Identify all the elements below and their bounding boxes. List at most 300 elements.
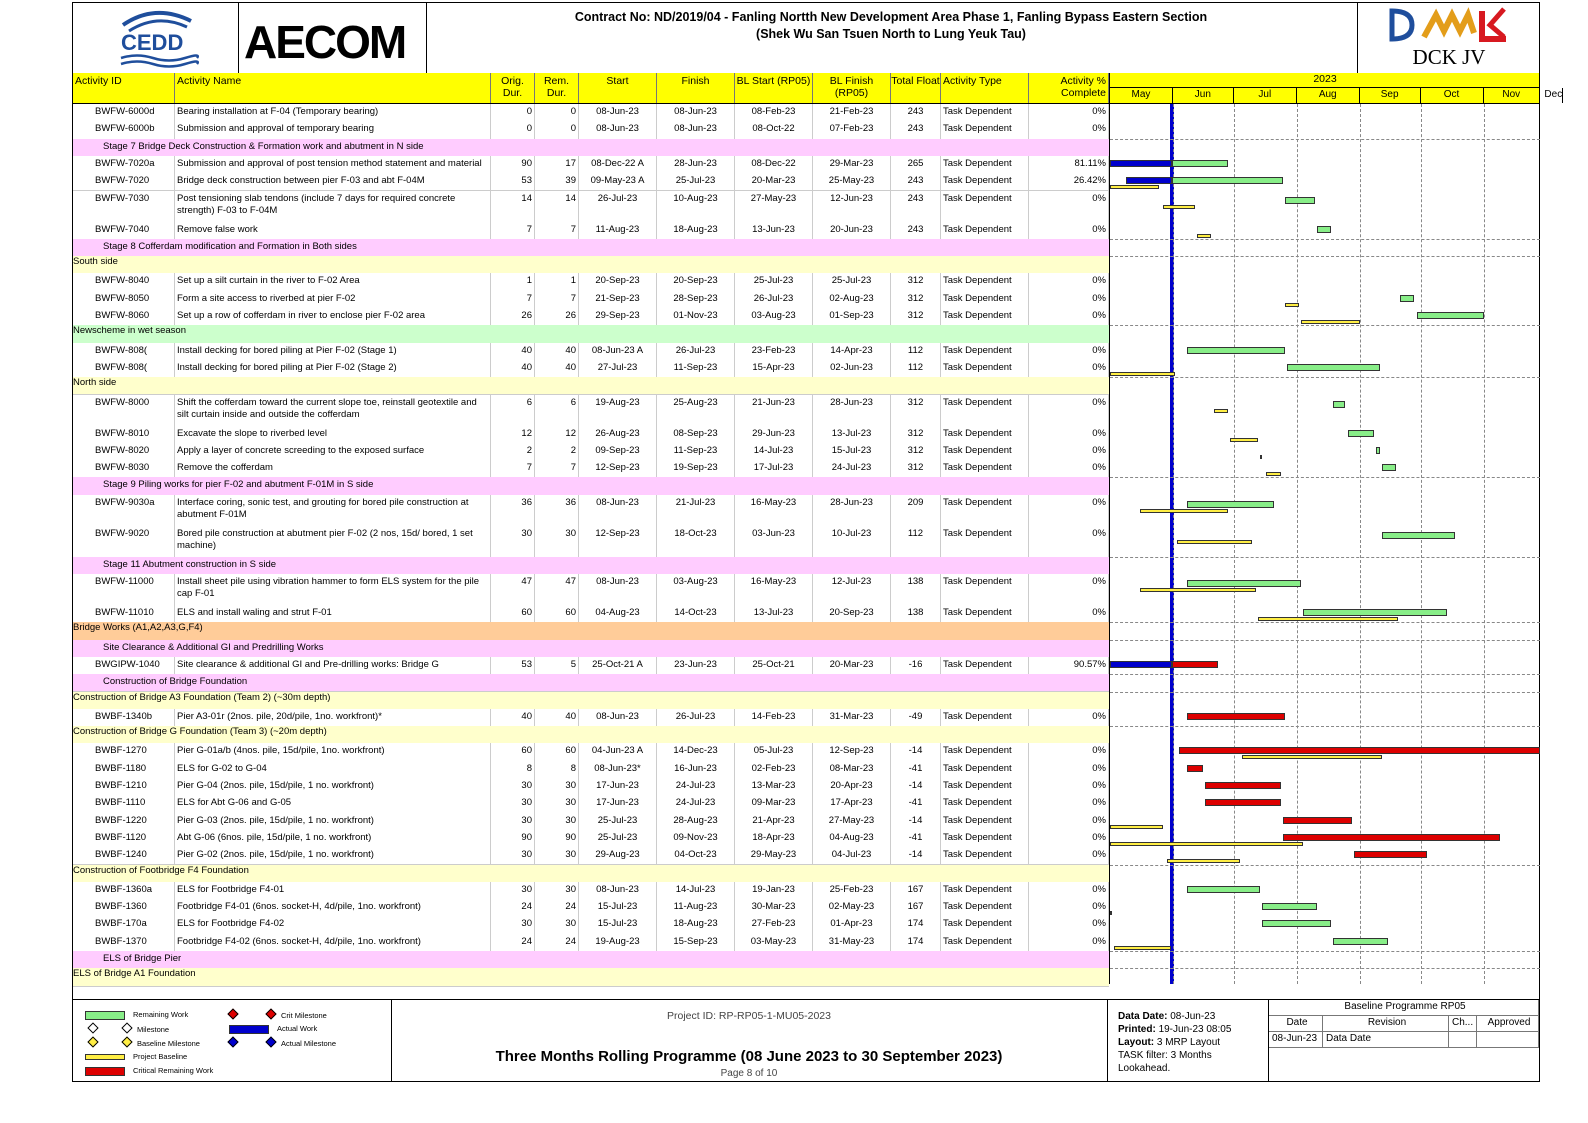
- rev-revision-value: Data Date: [1323, 1032, 1449, 1048]
- table-row[interactable]: [73, 574, 1109, 606]
- aecom-logo-text: AECOM: [244, 16, 406, 68]
- act-type-cell: Task Dependent: [941, 156, 1029, 173]
- remaining-work-bar[interactable]: [1187, 886, 1260, 893]
- act-type-cell: Task Dependent: [941, 709, 1029, 726]
- project-id: Project ID: RP-RP05-1-MU05-2023: [667, 1010, 831, 1022]
- act-type-cell: Task Dependent: [941, 426, 1029, 443]
- col-rem-dur[interactable]: Rem. Dur.: [535, 73, 579, 103]
- start-cell: 17-Jun-23: [579, 778, 657, 795]
- group-row[interactable]: [73, 865, 1109, 883]
- bl-finish-cell: 02-May-23: [813, 899, 891, 916]
- table-row[interactable]: [73, 813, 1109, 831]
- gantt-row-gridline: [1110, 692, 1540, 693]
- remaining-work-bar[interactable]: [1333, 401, 1345, 408]
- remaining-work-bar[interactable]: [1262, 903, 1317, 910]
- col-activity-id[interactable]: Activity ID: [73, 73, 175, 103]
- act-type-cell: Task Dependent: [941, 173, 1029, 190]
- remaining-work-bar[interactable]: [1172, 160, 1228, 167]
- rem-dur-cell: 60: [535, 743, 579, 760]
- orig-dur-cell: 0: [491, 121, 535, 138]
- remaining-work-bar[interactable]: [1285, 197, 1315, 204]
- bl-finish-cell: 25-May-23: [813, 173, 891, 190]
- table-row[interactable]: [73, 495, 1109, 527]
- table-row[interactable]: [73, 847, 1109, 865]
- critical-work-bar[interactable]: [1283, 834, 1500, 841]
- bl-start-cell: 27-May-23: [735, 191, 813, 222]
- bl-start-cell: 13-Jun-23: [735, 222, 813, 239]
- bl-finish-cell: 13-Jul-23: [813, 426, 891, 443]
- table-row[interactable]: [73, 426, 1109, 444]
- group-row[interactable]: [73, 477, 1109, 495]
- orig-dur-cell: 7: [491, 460, 535, 477]
- printed: Printed: 19-Jun-23 08:05: [1118, 1024, 1232, 1035]
- act-type-cell: Task Dependent: [941, 899, 1029, 916]
- rem-dur-cell: 7: [535, 222, 579, 239]
- col-pct-complete[interactable]: Activity % Complete: [1029, 73, 1109, 103]
- table-row[interactable]: [73, 360, 1109, 378]
- critical-work-bar[interactable]: [1205, 782, 1280, 789]
- rem-dur-cell: 36: [535, 495, 579, 526]
- col-orig-dur[interactable]: Orig. Dur.: [491, 73, 535, 103]
- col-activity-name[interactable]: Activity Name: [175, 73, 491, 103]
- bl-finish-cell: 28-Jun-23: [813, 495, 891, 526]
- table-row[interactable]: [73, 795, 1109, 813]
- act-type-cell: Task Dependent: [941, 795, 1029, 812]
- act-id-cell: BWBF-1180: [93, 761, 175, 778]
- bl-finish-cell: 20-Mar-23: [813, 657, 891, 674]
- baseline-bar: [1230, 438, 1258, 442]
- group-row[interactable]: [73, 640, 1109, 658]
- start-cell: 08-Dec-22 A: [579, 156, 657, 173]
- total-float-cell: -14: [891, 847, 941, 864]
- remaining-work-bar[interactable]: [1400, 295, 1414, 302]
- finish-cell: 11-Sep-23: [657, 360, 735, 377]
- table-row[interactable]: [73, 830, 1109, 848]
- bl-finish-cell: 12-Jul-23: [813, 574, 891, 605]
- start-cell: 29-Aug-23: [579, 847, 657, 864]
- rem-dur-cell: 5: [535, 657, 579, 674]
- baseline-bar: [1140, 588, 1256, 592]
- group-row[interactable]: [73, 674, 1109, 692]
- actual-work-bar[interactable]: [1110, 661, 1172, 668]
- table-row[interactable]: [73, 273, 1109, 291]
- bl-start-cell: 18-Apr-23: [735, 830, 813, 847]
- legend-remaining: Remaining Work: [85, 1010, 188, 1020]
- actual-work-bar[interactable]: [1110, 160, 1172, 167]
- start-cell: 21-Sep-23: [579, 291, 657, 308]
- group-label: Stage 11 Abutment construction in S side: [103, 558, 277, 570]
- group-label: ELS of Bridge A1 Foundation: [73, 968, 196, 980]
- act-name-cell: Abt G-06 (6nos. pile, 15d/pile, 1 no. workfront): [175, 830, 491, 847]
- remaining-work-bar[interactable]: [1287, 364, 1380, 371]
- gantt-row-gridline: [1110, 640, 1540, 641]
- col-start[interactable]: Start: [579, 73, 657, 103]
- start-cell: 08-Jun-23: [579, 882, 657, 899]
- table-row[interactable]: [73, 657, 1109, 675]
- pct-complete-cell: 0%: [1029, 443, 1109, 460]
- orig-dur-cell: 40: [491, 709, 535, 726]
- legend-critical: Critical Remaining Work: [85, 1066, 213, 1076]
- pct-complete-cell: 0%: [1029, 121, 1109, 138]
- orig-dur-cell: 7: [491, 222, 535, 239]
- bl-start-cell: 16-May-23: [735, 495, 813, 526]
- act-id-cell: BWBF-1240: [93, 847, 175, 864]
- finish-cell: 11-Sep-23: [657, 443, 735, 460]
- table-row[interactable]: [73, 291, 1109, 309]
- orig-dur-cell: 47: [491, 574, 535, 605]
- rem-dur-cell: 30: [535, 813, 579, 830]
- pct-complete-cell: 0%: [1029, 761, 1109, 778]
- table-row[interactable]: [73, 308, 1109, 326]
- bl-start-cell: 05-Jul-23: [735, 743, 813, 760]
- pct-complete-cell: 0%: [1029, 934, 1109, 951]
- pct-complete-cell: 0%: [1029, 291, 1109, 308]
- cedd-logo-text: CEDD: [121, 30, 184, 55]
- gantt-row-gridline: [1110, 557, 1540, 558]
- rem-dur-cell: 30: [535, 882, 579, 899]
- remaining-work-bar[interactable]: [1317, 226, 1331, 233]
- start-cell: 08-Jun-23: [579, 709, 657, 726]
- table-row[interactable]: [73, 222, 1109, 240]
- table-row[interactable]: [73, 460, 1109, 478]
- critical-work-bar[interactable]: [1354, 851, 1427, 858]
- act-type-cell: Task Dependent: [941, 916, 1029, 933]
- finish-cell: 08-Jun-23: [657, 104, 735, 121]
- orig-dur-cell: 40: [491, 360, 535, 377]
- table-row[interactable]: [73, 191, 1109, 223]
- baseline-bar: [1266, 472, 1280, 476]
- start-cell: 20-Sep-23: [579, 273, 657, 290]
- bl-start-cell: 19-Jan-23: [735, 882, 813, 899]
- bl-start-cell: 26-Jul-23: [735, 291, 813, 308]
- col-bl-finish[interactable]: BL Finish (RP05): [813, 73, 891, 103]
- act-name-cell: Site clearance & additional GI and Pre-drilling works: Bridge G: [175, 657, 491, 674]
- legend-milestone: Milestone: [85, 1024, 169, 1035]
- bl-finish-cell: 20-Sep-23: [813, 605, 891, 622]
- group-row[interactable]: [73, 968, 1109, 986]
- table-row[interactable]: [73, 916, 1109, 934]
- finish-cell: 10-Aug-23: [657, 191, 735, 222]
- month-gridline: [1484, 104, 1485, 984]
- month-label: Oct: [1421, 88, 1484, 103]
- start-cell: 08-Jun-23: [579, 574, 657, 605]
- act-type-cell: Task Dependent: [941, 308, 1029, 325]
- act-id-cell: BWFW-8040: [93, 273, 175, 290]
- orig-dur-cell: 30: [491, 526, 535, 557]
- gantt-chart: [1109, 104, 1540, 984]
- pct-complete-cell: 0%: [1029, 795, 1109, 812]
- pct-complete-cell: 0%: [1029, 830, 1109, 847]
- table-row[interactable]: [73, 343, 1109, 361]
- bl-finish-cell: 14-Apr-23: [813, 343, 891, 360]
- pct-complete-cell: 0%: [1029, 526, 1109, 557]
- bl-start-cell: 15-Apr-23: [735, 360, 813, 377]
- group-row[interactable]: [73, 325, 1109, 343]
- bl-finish-cell: 02-Aug-23: [813, 291, 891, 308]
- finish-cell: 18-Aug-23: [657, 222, 735, 239]
- table-row[interactable]: [73, 882, 1109, 900]
- total-float-cell: -16: [891, 657, 941, 674]
- pct-complete-cell: 0%: [1029, 426, 1109, 443]
- act-id-cell: BWFW-8060: [93, 308, 175, 325]
- group-row[interactable]: [73, 726, 1109, 744]
- remaining-work-bar[interactable]: [1348, 430, 1374, 437]
- act-name-cell: Pier G-04 (2nos. pile, 15d/pile, 1 no. workfront): [175, 778, 491, 795]
- start-cell: 25-Jul-23: [579, 830, 657, 847]
- remaining-work-bar[interactable]: [1333, 938, 1388, 945]
- pct-complete-cell: 0%: [1029, 395, 1109, 426]
- bl-start-cell: 13-Jul-23: [735, 605, 813, 622]
- bl-finish-cell: 24-Jul-23: [813, 460, 891, 477]
- baseline-bar: [1110, 825, 1163, 829]
- rem-dur-cell: 30: [535, 847, 579, 864]
- act-id-cell: BWBF-1210: [93, 778, 175, 795]
- critical-work-bar[interactable]: [1205, 799, 1280, 806]
- title-line-1: Contract No: ND/2019/04 - Fanling Nortth New Development Area Phase 1, Fanling Bypass Eastern Section: [574, 10, 1208, 24]
- start-cell: 08-Jun-23: [579, 495, 657, 526]
- finish-cell: 28-Sep-23: [657, 291, 735, 308]
- table-row[interactable]: [73, 743, 1109, 761]
- total-float-cell: 112: [891, 526, 941, 557]
- orig-dur-cell: 24: [491, 934, 535, 951]
- group-row[interactable]: [73, 377, 1109, 395]
- table-row[interactable]: [73, 121, 1109, 139]
- act-id-cell: BWFW-11010: [93, 605, 175, 622]
- page-number: Page 8 of 10: [720, 1068, 778, 1079]
- pct-complete-cell: 0%: [1029, 709, 1109, 726]
- act-type-cell: Task Dependent: [941, 657, 1029, 674]
- group-row[interactable]: [73, 256, 1109, 274]
- gantt-row-gridline: [1110, 951, 1540, 952]
- pct-complete-cell: 0%: [1029, 813, 1109, 830]
- gantt-row-gridline: [1110, 325, 1540, 326]
- group-row[interactable]: [73, 239, 1109, 257]
- total-float-cell: 312: [891, 460, 941, 477]
- group-row[interactable]: [73, 557, 1109, 575]
- act-type-cell: Task Dependent: [941, 443, 1029, 460]
- rem-dur-cell: 39: [535, 173, 579, 190]
- timescale-year: 2023: [1110, 73, 1540, 88]
- start-cell: 08-Jun-23: [579, 104, 657, 121]
- pct-complete-cell: 0%: [1029, 778, 1109, 795]
- start-cell: 09-May-23 A: [579, 173, 657, 190]
- baseline-bar: [1197, 234, 1211, 238]
- cedd-logo: [73, 3, 239, 73]
- start-cell: 15-Jul-23: [579, 899, 657, 916]
- gantt-row-gridline: [1110, 377, 1540, 378]
- total-float-cell: 138: [891, 605, 941, 622]
- critical-work-bar[interactable]: [1172, 661, 1218, 668]
- remaining-work-bar[interactable]: [1417, 312, 1484, 319]
- group-row[interactable]: [73, 622, 1109, 640]
- orig-dur-cell: 30: [491, 795, 535, 812]
- act-type-cell: Task Dependent: [941, 934, 1029, 951]
- total-float-cell: 243: [891, 191, 941, 222]
- rem-dur-cell: 0: [535, 104, 579, 121]
- total-float-cell: -14: [891, 778, 941, 795]
- col-bl-start[interactable]: BL Start (RP05): [735, 73, 813, 103]
- table-row[interactable]: [73, 899, 1109, 917]
- table-row[interactable]: [73, 526, 1109, 558]
- bl-finish-cell: 20-Apr-23: [813, 778, 891, 795]
- finish-cell: 08-Sep-23: [657, 426, 735, 443]
- group-label: Bridge Works (A1,A2,A3,G,F4): [73, 622, 203, 634]
- bl-start-cell: 08-Oct-22: [735, 121, 813, 138]
- month-label: Sep: [1360, 88, 1421, 103]
- month-label: Jun: [1173, 88, 1234, 103]
- col-finish[interactable]: Finish: [657, 73, 735, 103]
- rem-dur-cell: 14: [535, 191, 579, 222]
- finish-cell: 16-Jun-23: [657, 761, 735, 778]
- dck-logo: [1357, 3, 1540, 73]
- remaining-work-bar[interactable]: [1382, 532, 1455, 539]
- act-id-cell: BWBF-1120: [93, 830, 175, 847]
- rev-approved-header: Approved: [1477, 1016, 1539, 1032]
- finish-cell: 14-Jul-23: [657, 882, 735, 899]
- table-row[interactable]: [73, 709, 1109, 727]
- table-row[interactable]: [73, 156, 1109, 174]
- act-name-cell: Pier A3-01r (2nos. pile, 20d/pile, 1no. workfront)*: [175, 709, 491, 726]
- start-cell: 12-Sep-23: [579, 526, 657, 557]
- header: [73, 3, 1539, 74]
- layout: Layout: 3 MRP Layout: [1118, 1037, 1221, 1048]
- act-name-cell: Install decking for bored piling at Pier F-02 (Stage 1): [175, 343, 491, 360]
- start-cell: 25-Jul-23: [579, 813, 657, 830]
- finish-cell: 09-Nov-23: [657, 830, 735, 847]
- month-label: Nov: [1484, 88, 1540, 103]
- total-float-cell: 312: [891, 291, 941, 308]
- remaining-work-bar[interactable]: [1376, 447, 1380, 454]
- finish-cell: 25-Aug-23: [657, 395, 735, 426]
- pct-complete-cell: 0%: [1029, 273, 1109, 290]
- pct-complete-cell: 0%: [1029, 916, 1109, 933]
- table-row[interactable]: [73, 104, 1109, 122]
- bl-finish-cell: 31-Mar-23: [813, 709, 891, 726]
- critical-work-bar[interactable]: [1187, 765, 1203, 772]
- table-row[interactable]: [73, 934, 1109, 952]
- finish-cell: 19-Sep-23: [657, 460, 735, 477]
- bl-finish-cell: 15-Jul-23: [813, 443, 891, 460]
- group-label: Newscheme in wet season: [73, 325, 186, 337]
- table-row[interactable]: [73, 173, 1109, 191]
- legend-project-baseline: Project Baseline: [85, 1052, 187, 1062]
- bl-finish-cell: 04-Jul-23: [813, 847, 891, 864]
- act-id-cell: BWFW-6000d: [93, 104, 175, 121]
- month-label: Dec: [1544, 88, 1563, 103]
- critical-work-bar[interactable]: [1187, 713, 1284, 720]
- orig-dur-cell: 30: [491, 916, 535, 933]
- remaining-work-bar[interactable]: [1187, 580, 1301, 587]
- act-id-cell: BWFW-7030: [93, 191, 175, 222]
- rem-dur-cell: 12: [535, 426, 579, 443]
- legend-actual-milestone: Actual Milestone: [229, 1038, 336, 1049]
- act-name-cell: Install decking for bored piling at Pier F-02 (Stage 2): [175, 360, 491, 377]
- rev-revision-header: Revision: [1323, 1016, 1449, 1032]
- total-float-cell: 243: [891, 121, 941, 138]
- act-name-cell: Footbridge F4-02 (6nos. socket-H, 4d/pile, 1no. workfront): [175, 934, 491, 951]
- month-label: Aug: [1297, 88, 1360, 103]
- data-date: Data Date: 08-Jun-23: [1118, 1011, 1216, 1022]
- total-float-cell: 312: [891, 426, 941, 443]
- finish-cell: 26-Jul-23: [657, 343, 735, 360]
- dck-logo-icon: [1358, 3, 1540, 47]
- critical-work-bar[interactable]: [1283, 817, 1352, 824]
- critical-work-bar[interactable]: [1179, 747, 1540, 754]
- act-name-cell: Set up a silt curtain in the river to F-02 Area: [175, 273, 491, 290]
- col-activity-type[interactable]: Activity Type: [941, 73, 1029, 103]
- total-float-cell: 174: [891, 934, 941, 951]
- total-float-cell: -49: [891, 709, 941, 726]
- finish-cell: 15-Sep-23: [657, 934, 735, 951]
- group-label: Stage 8 Cofferdam modification and Formation in Both sides: [103, 240, 357, 252]
- title-line-2: (Shek Wu San Tsuen North to Lung Yeuk Tau): [756, 27, 1026, 41]
- remaining-work-bar[interactable]: [1187, 501, 1274, 508]
- finish-cell: 14-Oct-23: [657, 605, 735, 622]
- remaining-work-bar[interactable]: [1382, 464, 1396, 471]
- baseline-bar: [1167, 859, 1240, 863]
- table-row[interactable]: [73, 778, 1109, 796]
- pct-complete-cell: 81.11%: [1029, 156, 1109, 173]
- remaining-work-bar[interactable]: [1187, 347, 1284, 354]
- total-float-cell: 167: [891, 899, 941, 916]
- act-type-cell: Task Dependent: [941, 273, 1029, 290]
- remaining-work-bar[interactable]: [1172, 177, 1283, 184]
- bl-finish-cell: 08-Mar-23: [813, 761, 891, 778]
- group-label: North side: [73, 377, 117, 389]
- act-id-cell: BWBF-1340b: [93, 709, 175, 726]
- legend-actual-work: Actual Work: [229, 1024, 317, 1034]
- act-type-cell: Task Dependent: [941, 605, 1029, 622]
- pct-complete-cell: 0%: [1029, 574, 1109, 605]
- act-type-cell: Task Dependent: [941, 291, 1029, 308]
- bl-finish-cell: 25-Feb-23: [813, 882, 891, 899]
- act-name-cell: Install sheet pile using vibration hammer to form ELS system for the pile cap F-01: [175, 574, 491, 605]
- group-row[interactable]: [73, 139, 1109, 157]
- finish-cell: 01-Nov-23: [657, 308, 735, 325]
- orig-dur-cell: 53: [491, 657, 535, 674]
- group-row[interactable]: [73, 951, 1109, 969]
- bl-start-cell: 29-May-23: [735, 847, 813, 864]
- table-row[interactable]: [73, 395, 1109, 427]
- rem-dur-cell: 7: [535, 460, 579, 477]
- remaining-work-bar[interactable]: [1303, 609, 1447, 616]
- group-row[interactable]: [73, 692, 1109, 710]
- rem-dur-cell: 30: [535, 526, 579, 557]
- actual-work-bar[interactable]: [1126, 177, 1172, 184]
- table-row[interactable]: [73, 605, 1109, 623]
- table-row[interactable]: [73, 443, 1109, 461]
- finish-cell: 03-Aug-23: [657, 574, 735, 605]
- total-float-cell: -41: [891, 795, 941, 812]
- bl-finish-cell: 07-Feb-23: [813, 121, 891, 138]
- column-header: [73, 73, 1563, 104]
- finish-cell: 28-Aug-23: [657, 813, 735, 830]
- act-id-cell: BWFW-808(: [93, 343, 175, 360]
- col-total-float[interactable]: Total Float: [891, 73, 941, 103]
- finish-cell: 20-Sep-23: [657, 273, 735, 290]
- act-name-cell: Remove the cofferdam: [175, 460, 491, 477]
- bl-start-cell: 09-Mar-23: [735, 795, 813, 812]
- table-row[interactable]: [73, 761, 1109, 779]
- total-float-cell: 243: [891, 222, 941, 239]
- act-name-cell: Excavate the slope to riverbed level: [175, 426, 491, 443]
- bl-finish-cell: 28-Jun-23: [813, 395, 891, 426]
- finish-cell: 24-Jul-23: [657, 778, 735, 795]
- remaining-work-bar[interactable]: [1262, 920, 1331, 927]
- start-cell: 19-Aug-23: [579, 395, 657, 426]
- bl-finish-cell: 10-Jul-23: [813, 526, 891, 557]
- bl-start-cell: 21-Jun-23: [735, 395, 813, 426]
